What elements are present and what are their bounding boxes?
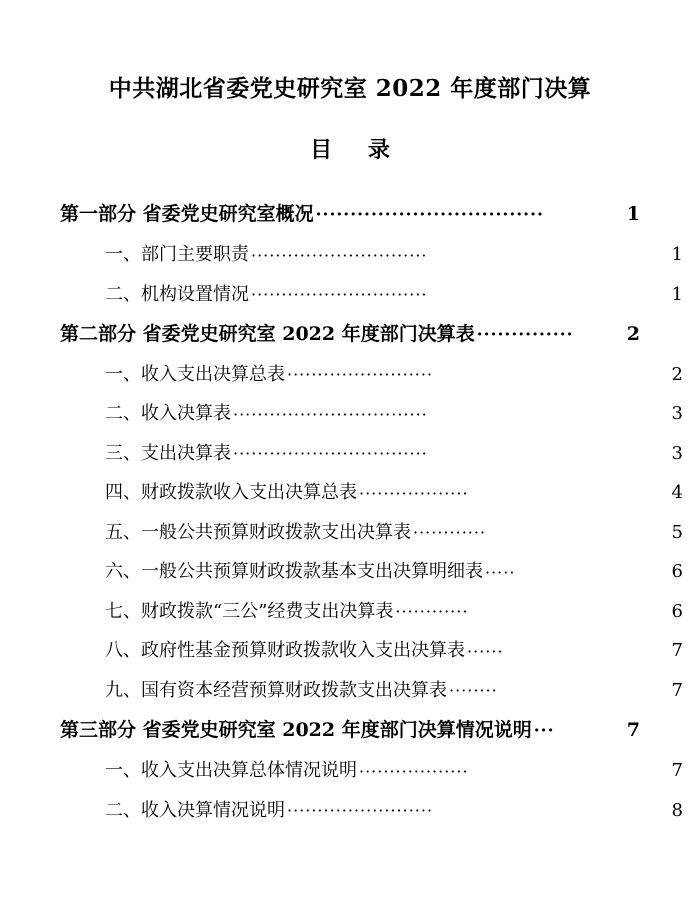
toc-leader-dots: ··· (533, 720, 555, 741)
toc-leader-dots: ························ (287, 801, 434, 821)
toc-entry[interactable] (60, 364, 685, 387)
toc-leader-dots: ························ (287, 365, 434, 385)
table-of-contents (60, 203, 683, 822)
toc-entry[interactable] (60, 640, 685, 663)
toc-leader-dots: ································ (233, 444, 428, 464)
toc-entry-page: 3 (671, 442, 683, 464)
toc-leader-dots: ········ (449, 681, 498, 701)
toc-entry-label: 四、财政拨款收入支出决算总表 (105, 482, 357, 504)
toc-entry-label: 一、收入支出决算总表 (105, 363, 285, 385)
toc-leader-dots: ·················· (359, 483, 469, 503)
toc-leader-dots: ·············· (476, 324, 574, 345)
toc-entry[interactable] (60, 561, 685, 584)
toc-entry-page: 7 (626, 719, 640, 742)
toc-heading: 目 录 (310, 136, 404, 163)
toc-entry-label: 二、收入决算表 (105, 403, 231, 425)
toc-entry-page: 7 (671, 640, 683, 662)
toc-leader-dots: ································ (233, 404, 428, 424)
toc-entry-label: 第三部分 省委党史研究室 2022 年度部门决算情况说明 (60, 719, 532, 742)
toc-entry-label: 一、部门主要职责 (105, 244, 249, 266)
toc-entry-page: 7 (671, 679, 683, 701)
toc-entry-label: 二、机构设置情况 (105, 283, 249, 305)
toc-entry-label: 九、国有资本经营预算财政拨款支出决算表 (105, 679, 447, 701)
toc-leader-dots: ············ (413, 523, 487, 543)
toc-leader-dots: ······ (467, 641, 504, 661)
toc-entry-page: 4 (671, 482, 683, 504)
toc-entry-page: 1 (671, 283, 683, 305)
toc-entry-page: 7 (671, 760, 683, 782)
toc-entry-page: 2 (671, 363, 683, 385)
toc-entry-page: 6 (671, 561, 683, 583)
toc-leader-dots: ····························· (251, 245, 428, 265)
toc-entry-page: 2 (626, 323, 640, 346)
toc-entry-page: 3 (671, 403, 683, 425)
toc-entry-label: 七、财政拨款“三公”经费支出决算表 (105, 600, 394, 622)
toc-entry[interactable] (60, 760, 685, 783)
toc-entry-label: 第一部分 省委党史研究室概况 (60, 203, 314, 226)
toc-entry[interactable] (60, 719, 640, 743)
toc-entry[interactable] (60, 203, 640, 227)
toc-entry-label: 八、政府性基金预算财政拨款收入支出决算表 (105, 640, 465, 662)
toc-leader-dots: ············ (395, 602, 469, 622)
toc-entry-page: 1 (671, 244, 683, 266)
toc-entry-label: 一、收入支出决算总体情况说明 (105, 760, 357, 782)
toc-leader-dots: ·················· (359, 761, 469, 781)
toc-entry-label: 三、支出决算表 (105, 442, 231, 464)
toc-entry-label: 五、一般公共预算财政拨款支出决算表 (105, 521, 411, 543)
toc-entry[interactable] (60, 482, 685, 505)
toc-entry-page: 5 (671, 521, 683, 543)
toc-entry-label: 二、收入决算情况说明 (105, 799, 285, 821)
toc-entry[interactable] (60, 601, 685, 624)
toc-entry[interactable] (60, 323, 640, 347)
toc-entry[interactable] (60, 522, 685, 545)
toc-leader-dots: ····· (485, 562, 516, 582)
toc-entry[interactable] (60, 284, 685, 307)
toc-entry-page: 1 (626, 203, 640, 226)
toc-entry[interactable] (60, 800, 685, 823)
toc-leader-dots: ····························· (251, 285, 428, 305)
toc-entry-page: 8 (671, 799, 683, 821)
toc-leader-dots: ································· (315, 204, 544, 225)
toc-entry[interactable] (60, 244, 685, 267)
toc-entry[interactable] (60, 403, 685, 426)
toc-entry-label: 六、一般公共预算财政拨款基本支出决算明细表 (105, 561, 483, 583)
toc-entry-page: 6 (671, 600, 683, 622)
toc-entry[interactable] (60, 443, 685, 466)
toc-entry[interactable] (60, 680, 685, 703)
toc-entry-label: 第二部分 省委党史研究室 2022 年度部门决算表 (60, 323, 475, 346)
page-title: 中共湖北省委党史研究室 2022 年度部门决算 (108, 75, 592, 102)
